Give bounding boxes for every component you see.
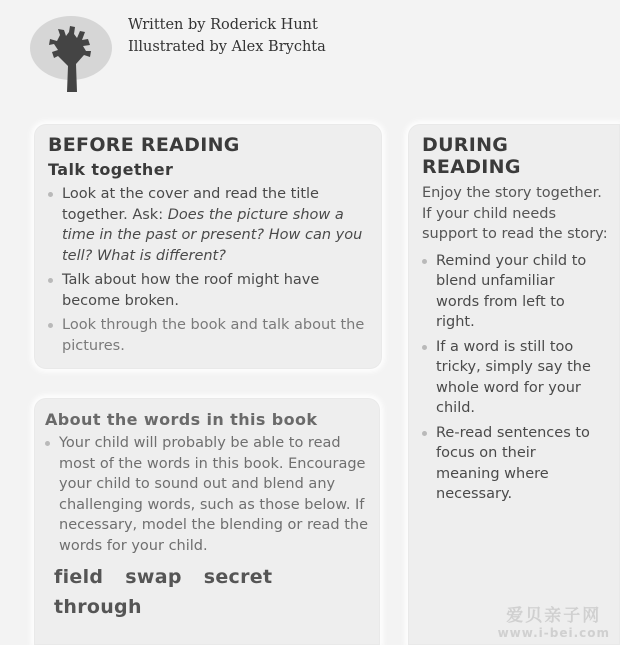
watermark-url: www.i-bei.com bbox=[497, 626, 610, 640]
about-words-heading: About the words in this book bbox=[45, 410, 318, 429]
list-item: Remind your child to blend unfamiliar words from left to right. bbox=[422, 251, 612, 333]
word-secret: secret bbox=[203, 566, 273, 588]
list-item-text: Look at the cover and read the title together. Ask: bbox=[62, 186, 319, 223]
illustrator-credit: Illustrated by Alex Brychta bbox=[128, 39, 326, 55]
list-item: If a word is still too tricky, simply say the whole word for your child. bbox=[422, 337, 612, 419]
about-words-text: Your child will probably be able to read most of the words in this book. Encourage your child to sound out and blend any challenging words, such as those below. If necessary, model the blending or read the words for your child. bbox=[45, 433, 370, 556]
watermark-title: 爱贝亲子网 bbox=[506, 606, 602, 626]
before-reading-list bbox=[48, 184, 372, 356]
word-field: field bbox=[54, 566, 104, 588]
cover-question: Does the picture show a time in the past or present? How can you tell? What is different? bbox=[62, 206, 363, 264]
list-item: Look through the book and talk about the pictures. bbox=[48, 315, 372, 356]
during-reading-heading: DURING READING bbox=[422, 134, 521, 178]
before-reading-panel bbox=[34, 124, 382, 369]
word-swap: swap bbox=[125, 566, 182, 588]
watermark bbox=[498, 608, 610, 639]
credits bbox=[128, 14, 326, 58]
tree-logo-icon bbox=[30, 14, 112, 92]
about-words-panel bbox=[34, 398, 380, 645]
list-item: Talk about how the roof might have become broken. bbox=[48, 270, 372, 311]
author-credit: Written by Roderick Hunt bbox=[128, 17, 318, 33]
list-item bbox=[48, 184, 372, 266]
challenging-words bbox=[45, 562, 370, 622]
word-through: through bbox=[54, 596, 142, 618]
during-reading-intro: Enjoy the story together. If your child needs support to read the story: bbox=[422, 185, 608, 242]
list-item: Re-read sentences to focus on their meaning where necessary. bbox=[422, 423, 612, 505]
during-reading-panel bbox=[408, 124, 620, 645]
before-reading-heading: BEFORE READING bbox=[48, 134, 240, 156]
talk-together-subheading: Talk together bbox=[48, 160, 174, 179]
during-reading-list bbox=[422, 251, 612, 505]
about-words-list bbox=[45, 433, 370, 556]
